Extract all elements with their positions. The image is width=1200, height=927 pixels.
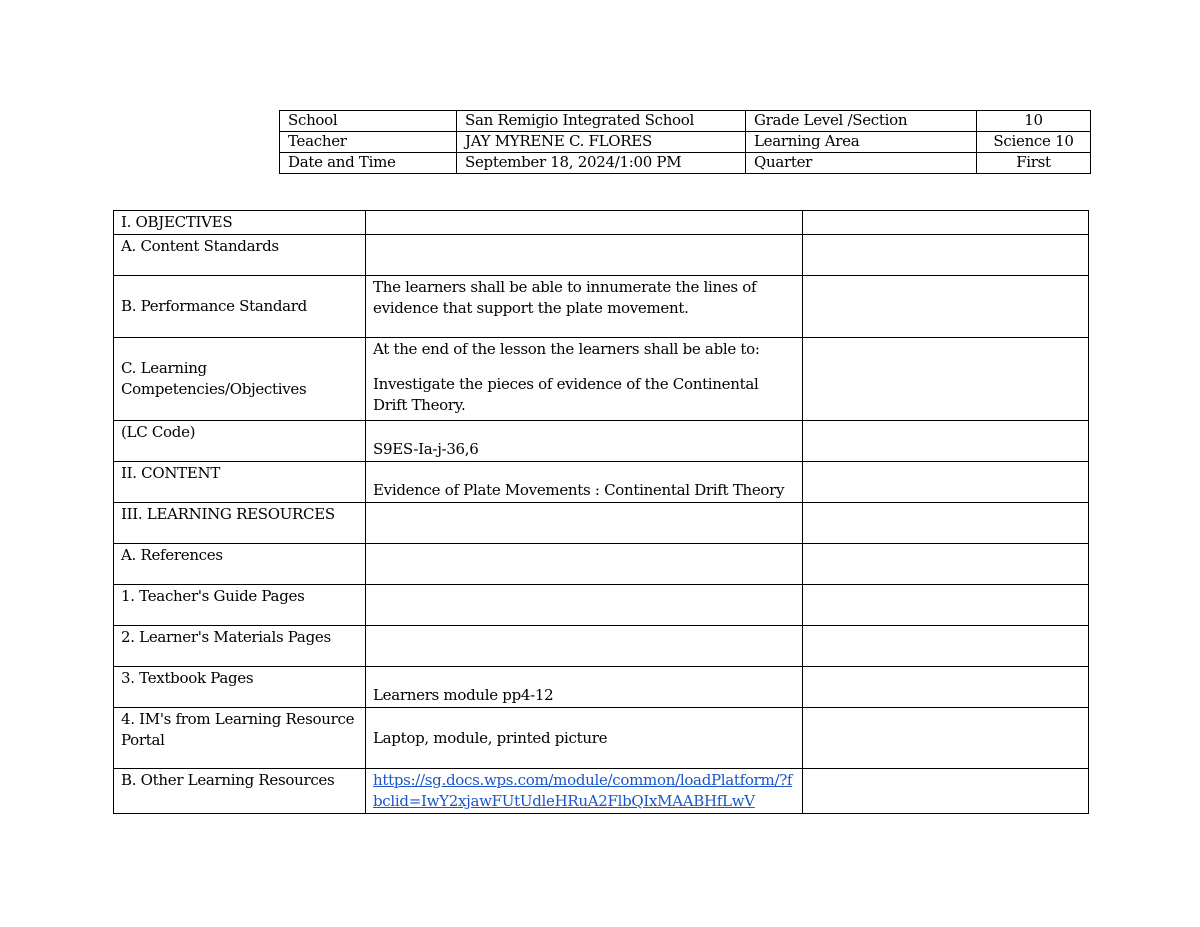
content-value: Evidence of Plate Movements : Continental Drift Theory: [366, 462, 803, 503]
teacher-value: JAY MYRENE C. FLORES: [457, 132, 746, 153]
cell-empty: [803, 503, 1089, 544]
learning-competencies-cell: [366, 338, 803, 421]
im-portal-label: 4. IM's from Learning Resource Portal: [114, 708, 366, 769]
table-row: [114, 544, 1089, 585]
other-resources-cell: [366, 769, 803, 814]
cell-empty: [803, 585, 1089, 626]
quarter-label: Quarter: [746, 153, 977, 174]
grade-label: Grade Level /Section: [746, 111, 977, 132]
table-row: [114, 276, 1089, 338]
teachers-guide-label: 1. Teacher's Guide Pages: [114, 585, 366, 626]
lesson-plan-table: [113, 210, 1089, 814]
cell-empty: [366, 503, 803, 544]
content-standards-label: A. Content Standards: [114, 235, 366, 276]
table-row: [280, 153, 1091, 174]
cell-empty: [803, 626, 1089, 667]
cell-empty: [803, 421, 1089, 462]
table-row: [280, 111, 1091, 132]
cell-empty: [366, 585, 803, 626]
table-row: [114, 769, 1089, 814]
cell-empty: [803, 708, 1089, 769]
quarter-value: First: [977, 153, 1091, 174]
textbook-pages-label: 3. Textbook Pages: [114, 667, 366, 708]
date-value: September 18, 2024/1:00 PM: [457, 153, 746, 174]
date-label: Date and Time: [280, 153, 457, 174]
cell-empty: [803, 211, 1089, 235]
table-row: [114, 421, 1089, 462]
learning-resources-heading: III. LEARNING RESOURCES: [114, 503, 366, 544]
table-row: [114, 338, 1089, 421]
references-label: A. References: [114, 544, 366, 585]
teacher-label: Teacher: [280, 132, 457, 153]
cell-empty: [803, 338, 1089, 421]
table-row: [114, 235, 1089, 276]
learning-area-label: Learning Area: [746, 132, 977, 153]
im-portal-value: Laptop, module, printed picture: [366, 708, 803, 769]
table-row: [114, 626, 1089, 667]
table-row: [114, 503, 1089, 544]
objectives-heading: I. OBJECTIVES: [114, 211, 366, 235]
performance-standard-label: B. Performance Standard: [114, 276, 366, 338]
content-heading: II. CONTENT: [114, 462, 366, 503]
learning-competencies-label: C. Learning Competencies/Objectives: [114, 338, 366, 421]
cell-empty: [366, 626, 803, 667]
table-row: [114, 462, 1089, 503]
table-row: [114, 211, 1089, 235]
cell-empty: [803, 276, 1089, 338]
learners-materials-label: 2. Learner's Materials Pages: [114, 626, 366, 667]
cell-empty: [803, 462, 1089, 503]
textbook-pages-value: Learners module pp4-12: [366, 667, 803, 708]
table-row: [114, 667, 1089, 708]
other-resources-label: B. Other Learning Resources: [114, 769, 366, 814]
cell-empty: [366, 235, 803, 276]
resource-link[interactable]: https://sg.docs.wps.com/module/common/loadPlatform/?fbclid=IwY2xjawFUtUdleHRuA2FlbQIxMAABHfLwV: [373, 771, 793, 810]
cell-empty: [803, 235, 1089, 276]
performance-standard-text: The learners shall be able to innumerate the lines of evidence that support the plate movement.: [366, 276, 803, 338]
grade-value: 10: [977, 111, 1091, 132]
lc-code-value: S9ES-Ia-j-36,6: [366, 421, 803, 462]
lc-code-label: (LC Code): [114, 421, 366, 462]
cell-empty: [803, 769, 1089, 814]
school-value: San Remigio Integrated School: [457, 111, 746, 132]
cell-empty: [366, 211, 803, 235]
table-row: [114, 585, 1089, 626]
cell-empty: [366, 544, 803, 585]
table-row: [114, 708, 1089, 769]
header-info-table: [279, 110, 1091, 174]
school-label: School: [280, 111, 457, 132]
cell-empty: [803, 544, 1089, 585]
competencies-text: Investigate the pieces of evidence of the Continental Drift Theory.: [373, 375, 759, 414]
table-row: [280, 132, 1091, 153]
competencies-intro: At the end of the lesson the learners shall be able to:: [373, 340, 760, 358]
cell-empty: [803, 667, 1089, 708]
learning-area-value: Science 10: [977, 132, 1091, 153]
